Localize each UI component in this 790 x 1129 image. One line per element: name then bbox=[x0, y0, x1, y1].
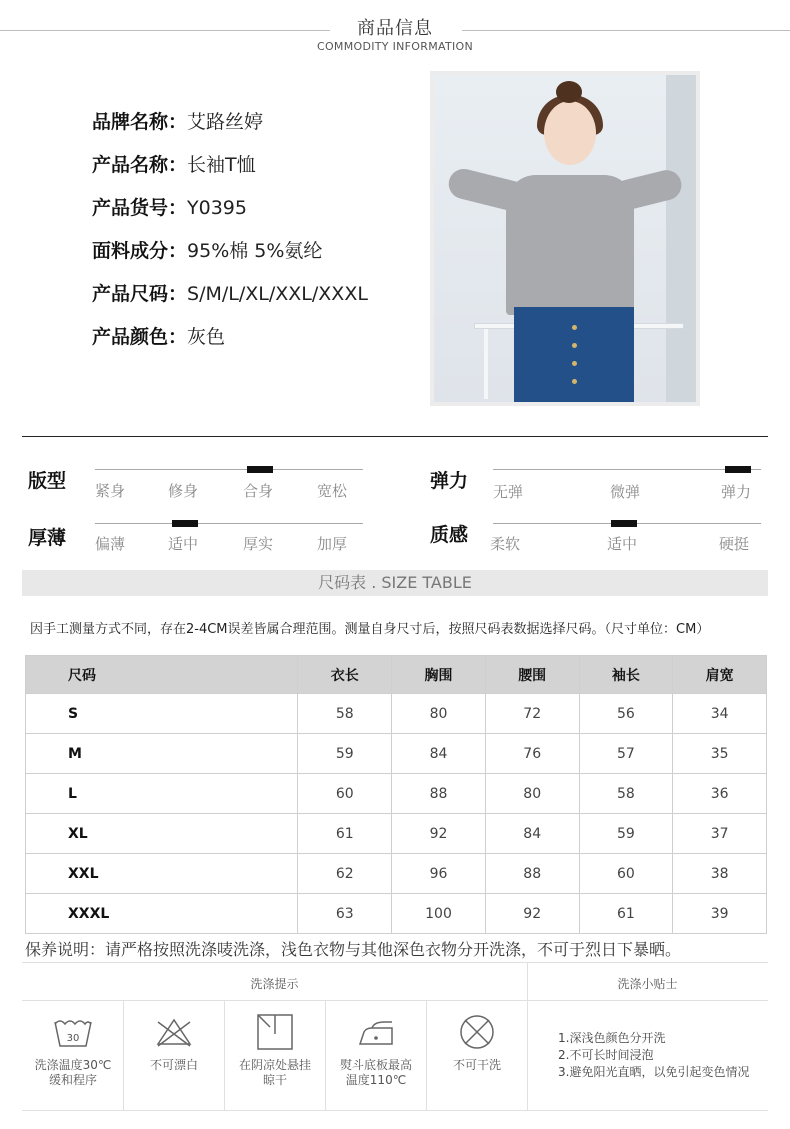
wash-caption-line: 熨斗底板最高 bbox=[339, 1058, 412, 1072]
table-cell: 34 bbox=[673, 694, 767, 734]
wash-caption bbox=[326, 1058, 426, 1088]
wash-item bbox=[326, 1012, 426, 1088]
column-header: 尺码 bbox=[26, 656, 298, 694]
table-cell: 61 bbox=[579, 894, 673, 934]
photo-button bbox=[572, 361, 577, 366]
care-instructions: 保养说明：请严格按照洗涤唛洗涤，浅色衣物与其他深色衣物分开洗涤，不可于烈日下暴晒。 bbox=[25, 940, 682, 959]
table-cell: 59 bbox=[579, 814, 673, 854]
scale-label-fit: 版型 bbox=[28, 470, 67, 492]
column-header: 衣长 bbox=[298, 656, 392, 694]
scale-label-texture: 质感 bbox=[430, 524, 469, 546]
wash-item bbox=[124, 1012, 224, 1073]
table-cell: 35 bbox=[673, 734, 767, 774]
info-row-sku bbox=[92, 194, 368, 237]
table-cell: 38 bbox=[673, 854, 767, 894]
wash-caption-line: 在阴凉处悬挂 bbox=[238, 1058, 311, 1072]
table-cell: 84 bbox=[392, 734, 486, 774]
scale-marker-elasticity bbox=[725, 466, 751, 473]
table-cell: 100 bbox=[392, 894, 486, 934]
table-cell: 84 bbox=[485, 814, 579, 854]
info-value: 95%棉 5%氨纶 bbox=[187, 240, 323, 262]
section-subtitle: COMMODITY INFORMATION bbox=[316, 40, 474, 53]
table-row bbox=[26, 814, 767, 854]
info-row-brand bbox=[92, 108, 368, 151]
wash-rule-top bbox=[22, 962, 768, 963]
size-table bbox=[25, 655, 767, 934]
table-row bbox=[26, 734, 767, 774]
info-key: 产品颜色： bbox=[92, 326, 188, 348]
scale-option: 加厚 bbox=[317, 535, 348, 553]
info-key: 产品尺码： bbox=[92, 283, 188, 305]
tip-item: 3.避免阳光直晒，以免引起变色情况 bbox=[558, 1065, 750, 1079]
table-cell: 72 bbox=[485, 694, 579, 734]
wash-item bbox=[23, 1012, 123, 1088]
scale-option: 紧身 bbox=[95, 482, 126, 500]
info-key: 面料成分： bbox=[92, 240, 188, 262]
section-divider bbox=[22, 436, 768, 437]
scale-track-thickness bbox=[95, 523, 363, 524]
tip-item: 2.不可长时间浸泡 bbox=[558, 1048, 654, 1062]
table-cell: 63 bbox=[298, 894, 392, 934]
model-image bbox=[434, 75, 696, 402]
photo-hair-bun bbox=[556, 81, 582, 103]
table-cell: XXL bbox=[26, 854, 298, 894]
scale-marker-fit bbox=[247, 466, 273, 473]
info-value: S/M/L/XL/XXL/XXXL bbox=[187, 283, 368, 305]
scale-option: 适中 bbox=[607, 535, 638, 553]
wash-rule-bottom bbox=[22, 1110, 768, 1111]
table-cell: 58 bbox=[579, 774, 673, 814]
wash-caption-line: 温度110℃ bbox=[345, 1073, 407, 1087]
iron-icon bbox=[354, 1012, 398, 1052]
table-cell: 36 bbox=[673, 774, 767, 814]
table-cell: 59 bbox=[298, 734, 392, 774]
column-header: 腰围 bbox=[485, 656, 579, 694]
section-title: 商品信息 bbox=[357, 18, 433, 39]
table-cell: 61 bbox=[298, 814, 392, 854]
info-key: 产品货号： bbox=[92, 197, 188, 219]
table-row bbox=[26, 854, 767, 894]
scale-option: 修身 bbox=[168, 482, 199, 500]
photo-rail-post bbox=[484, 329, 488, 399]
product-photo bbox=[430, 71, 700, 406]
table-cell: M bbox=[26, 734, 298, 774]
svg-text:30: 30 bbox=[66, 1033, 80, 1044]
info-key: 品牌名称： bbox=[92, 111, 188, 133]
wash-30-icon bbox=[51, 1012, 95, 1052]
column-header: 袖长 bbox=[579, 656, 673, 694]
scale-option: 偏薄 bbox=[95, 535, 126, 553]
scale-marker-texture bbox=[611, 520, 637, 527]
scale-option: 宽松 bbox=[317, 482, 348, 500]
scale-option: 合身 bbox=[243, 482, 274, 500]
table-cell: 92 bbox=[392, 814, 486, 854]
wash-item bbox=[225, 1012, 325, 1088]
info-value: 灰色 bbox=[187, 326, 226, 348]
scale-marker-thickness bbox=[172, 520, 198, 527]
scale-option: 厚实 bbox=[243, 535, 274, 553]
wash-caption bbox=[23, 1058, 123, 1088]
table-cell: 80 bbox=[392, 694, 486, 734]
size-table-title: 尺码表 . SIZE TABLE bbox=[22, 570, 768, 596]
info-value: Y0395 bbox=[187, 197, 247, 219]
photo-button bbox=[572, 343, 577, 348]
scale-label-thickness: 厚薄 bbox=[28, 527, 67, 549]
table-cell: 80 bbox=[485, 774, 579, 814]
table-header-row bbox=[26, 656, 767, 694]
table-cell: 57 bbox=[579, 734, 673, 774]
table-row bbox=[26, 694, 767, 734]
table-cell: XL bbox=[26, 814, 298, 854]
photo-wall bbox=[666, 75, 696, 402]
info-row-name bbox=[92, 151, 368, 194]
hang-dry-shade-icon bbox=[253, 1012, 297, 1052]
product-info-list bbox=[92, 108, 368, 366]
table-cell: 96 bbox=[392, 854, 486, 894]
table-cell: XXXL bbox=[26, 894, 298, 934]
wash-caption-line: 不可干洗 bbox=[452, 1058, 501, 1072]
scale-option: 微弹 bbox=[610, 483, 641, 501]
photo-button bbox=[572, 325, 577, 330]
wash-small-tips-heading: 洗涤小贴士 bbox=[617, 977, 678, 991]
table-cell: S bbox=[26, 694, 298, 734]
no-bleach-icon bbox=[152, 1012, 196, 1052]
scale-option: 适中 bbox=[168, 535, 199, 553]
table-cell: 88 bbox=[392, 774, 486, 814]
table-row bbox=[26, 774, 767, 814]
wash-item bbox=[427, 1012, 527, 1073]
table-cell: 60 bbox=[298, 774, 392, 814]
wash-caption-line: 洗涤温度30℃ bbox=[34, 1058, 112, 1072]
table-cell: L bbox=[26, 774, 298, 814]
wash-caption-line: 不可漂白 bbox=[149, 1058, 198, 1072]
table-cell: 76 bbox=[485, 734, 579, 774]
wash-caption-line: 晾干 bbox=[262, 1073, 287, 1087]
table-cell: 88 bbox=[485, 854, 579, 894]
table-cell: 92 bbox=[485, 894, 579, 934]
table-cell: 58 bbox=[298, 694, 392, 734]
photo-button bbox=[572, 379, 577, 384]
info-row-sizes bbox=[92, 280, 368, 323]
info-key: 产品名称： bbox=[92, 154, 188, 176]
tip-item: 1.深浅色颜色分开洗 bbox=[558, 1031, 666, 1045]
column-header: 肩宽 bbox=[673, 656, 767, 694]
table-cell: 56 bbox=[579, 694, 673, 734]
info-row-color bbox=[92, 323, 368, 366]
scale-label-elasticity: 弹力 bbox=[430, 470, 469, 492]
wash-rule-mid bbox=[22, 1000, 768, 1001]
scale-option: 弹力 bbox=[721, 483, 752, 501]
table-cell: 62 bbox=[298, 854, 392, 894]
wash-tips-heading: 洗涤提示 bbox=[250, 977, 299, 991]
photo-skirt bbox=[514, 307, 634, 402]
photo-face bbox=[544, 101, 596, 165]
size-note: 因手工测量方式不同，存在2-4CM误差皆属合理范围。测量自身尺寸后，按照尺码表数据选择尺码。（尺寸单位：CM） bbox=[30, 622, 710, 637]
info-row-fabric bbox=[92, 237, 368, 280]
column-header: 胸围 bbox=[392, 656, 486, 694]
wash-caption-line: 缓和程序 bbox=[48, 1073, 97, 1087]
info-value: 艾路丝婷 bbox=[187, 111, 264, 133]
info-value: 长袖T恤 bbox=[187, 154, 256, 176]
scale-option: 硬挺 bbox=[719, 535, 750, 553]
wash-tips-list bbox=[558, 1030, 749, 1081]
table-cell: 60 bbox=[579, 854, 673, 894]
wash-caption bbox=[225, 1058, 325, 1088]
no-dry-clean-icon bbox=[455, 1012, 499, 1052]
scale-option: 无弹 bbox=[493, 483, 524, 501]
scale-track-fit bbox=[95, 469, 363, 470]
table-row bbox=[26, 894, 767, 934]
photo-shirt bbox=[506, 175, 634, 315]
scale-option: 柔软 bbox=[490, 535, 521, 553]
table-cell: 37 bbox=[673, 814, 767, 854]
wash-caption bbox=[427, 1058, 527, 1073]
table-cell: 39 bbox=[673, 894, 767, 934]
scale-track-elasticity bbox=[493, 469, 761, 470]
wash-caption bbox=[124, 1058, 224, 1073]
